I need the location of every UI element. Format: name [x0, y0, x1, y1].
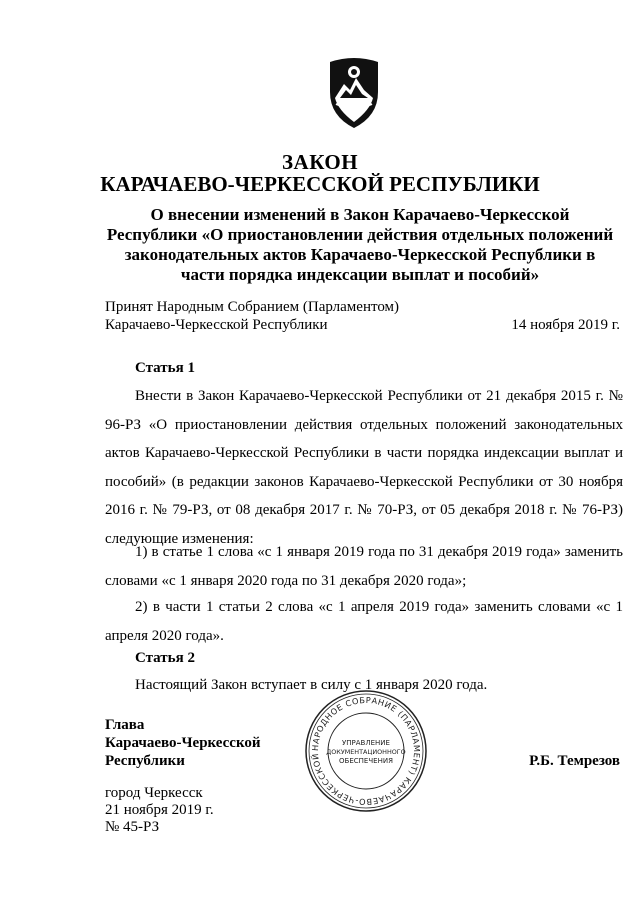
article-2-paragraph: Настоящий Закон вступает в силу с 1 января 2020 года.: [135, 677, 488, 693]
svg-text:НАРОДНОЕ СОБРАНИЕ (ПАРЛАМЕНТ): НАРОДНОЕ СОБРАНИЕ (ПАРЛАМЕНТ) КАРАЧАЕВО-ЧЕРКЕССКОЙ: [309, 694, 423, 808]
subject-line: части порядка индексации выплат и пособий»: [180, 265, 540, 284]
article-1-paragraph: Внести в Закон Карачаево-Черкесской Республики от 21 декабря 2015 г. № 96-РЗ «О приостановлении действия отдельных положений законодательных актов Карачаево-Черкесской Республики в части порядка индексации выплат и пособий» (в редакции законов Карачаево-Черкесской Республики от 30 ноября 2016 г. № 79-РЗ, от 08 декабря 2017 г. № 70-РЗ, от 05 декабря 2018 г. № 76-РЗ) следующие изменения:: [105, 388, 623, 547]
republic-title: КАРАЧАЕВО-ЧЕРКЕССКОЙ РЕСПУБЛИКИ: [100, 172, 540, 196]
signature-title-line: Карачаево-Черкесской: [105, 735, 261, 751]
adoption-line-2: Карачаево-Черкесской Республики: [105, 317, 328, 333]
svg-text:ДОКУМЕНТАЦИОННОГО: ДОКУМЕНТАЦИОННОГО: [326, 748, 406, 756]
signature-title-line: Глава: [105, 717, 145, 733]
signature-title-line: Республики: [105, 753, 185, 769]
article-1-heading: Статья 1: [135, 360, 195, 376]
official-seal-stamp: [303, 688, 429, 814]
svg-text:ОБЕСПЕЧЕНИЯ: ОБЕСПЕЧЕНИЯ: [339, 757, 393, 765]
law-subject: [100, 205, 620, 285]
subject-line: законодательных актов Карачаево-Черкесской Республики в: [124, 245, 596, 264]
signature-title: [105, 716, 261, 770]
subject-line: Республики «О приостановлении действия отдельных положений: [106, 225, 614, 244]
law-title: ЗАКОН: [281, 150, 359, 174]
coat-of-arms-icon: [322, 52, 386, 132]
article-1-item-1: 1) в статье 1 слова «с 1 января 2019 года по 31 декабря 2019 года» заменить словами «с 1 января 2020 года по 31 декабря 2020 года»;: [105, 544, 623, 589]
article-2-heading: Статья 2: [135, 650, 195, 666]
adoption-date: 14 ноября 2019 г.: [511, 317, 620, 333]
subject-line: О внесении изменений в Закон Карачаево-Черкесской: [150, 205, 570, 224]
article-1-item-2: 2) в части 1 статьи 2 слова «с 1 апреля 2019 года» заменить словами «с 1 апреля 2020 года».: [105, 599, 623, 644]
signing-date: 21 ноября 2019 г.: [105, 802, 214, 818]
adoption-line-1: Принят Народным Собранием (Парламентом): [105, 299, 400, 315]
city: город Черкесск: [105, 785, 203, 801]
place-date-number: [105, 785, 214, 836]
signatory-name: Р.Б. Темрезов: [529, 753, 620, 769]
law-number: № 45-РЗ: [105, 819, 160, 835]
svg-text:УПРАВЛЕНИЕ: УПРАВЛЕНИЕ: [342, 739, 390, 747]
